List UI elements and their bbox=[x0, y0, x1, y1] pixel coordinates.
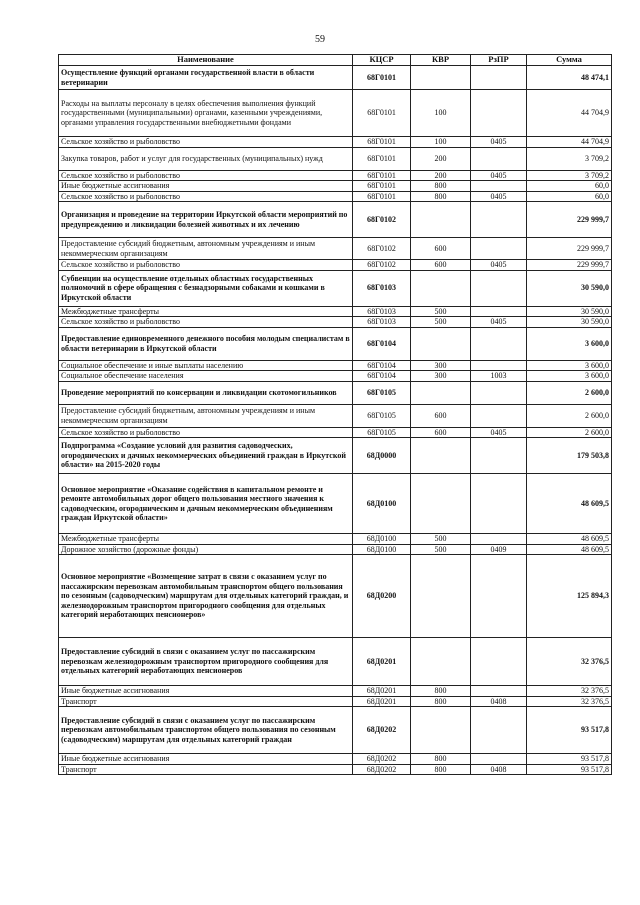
header-rzpr: РзПР bbox=[471, 55, 527, 66]
row-kcsr: 68Д0201 bbox=[353, 696, 411, 707]
table-row bbox=[59, 306, 612, 317]
table-row bbox=[59, 707, 612, 754]
row-kcsr: 68Д0202 bbox=[353, 754, 411, 765]
row-rzpr: 0408 bbox=[471, 764, 527, 775]
row-kvr: 800 bbox=[411, 696, 471, 707]
row-sum: 93 517,8 bbox=[527, 754, 612, 765]
row-name: Подпрограмма «Создание условий для развития садоводческих, огороднических и дачных некоммерческих объединений граждан в Иркутской области» на 2015-2020 годы bbox=[59, 438, 353, 474]
row-rzpr bbox=[471, 381, 527, 404]
row-sum: 229 999,7 bbox=[527, 238, 612, 260]
row-kcsr: 68Г0101 bbox=[353, 170, 411, 181]
row-sum: 32 376,5 bbox=[527, 696, 612, 707]
row-kvr bbox=[411, 381, 471, 404]
row-kvr: 800 bbox=[411, 191, 471, 202]
table-row bbox=[59, 534, 612, 545]
page-number: 59 bbox=[315, 34, 325, 45]
row-sum: 48 609,5 bbox=[527, 534, 612, 545]
table-row bbox=[59, 555, 612, 638]
row-kvr: 600 bbox=[411, 404, 471, 427]
table-row bbox=[59, 181, 612, 192]
header-kvr: КВР bbox=[411, 55, 471, 66]
row-kcsr: 68Г0101 bbox=[353, 191, 411, 202]
row-kcsr: 68Г0102 bbox=[353, 202, 411, 238]
row-kvr bbox=[411, 327, 471, 360]
row-rzpr: 0405 bbox=[471, 170, 527, 181]
row-sum: 3 600,0 bbox=[527, 371, 612, 382]
table-row bbox=[59, 260, 612, 271]
table-row bbox=[59, 191, 612, 202]
row-sum: 2 600,0 bbox=[527, 404, 612, 427]
row-sum: 48 609,5 bbox=[527, 474, 612, 534]
table-row bbox=[59, 327, 612, 360]
row-kcsr: 68Г0101 bbox=[353, 147, 411, 170]
row-kvr: 200 bbox=[411, 147, 471, 170]
row-name: Субвенции на осуществление отдельных областных государственных полномочий в сфере обращения с безнадзорными собаками и кошками в Иркутской области bbox=[59, 270, 353, 306]
row-kcsr: 68Д0202 bbox=[353, 707, 411, 754]
row-kvr: 500 bbox=[411, 306, 471, 317]
row-sum: 60,0 bbox=[527, 191, 612, 202]
budget-table bbox=[58, 54, 612, 775]
row-rzpr bbox=[471, 238, 527, 260]
table-row bbox=[59, 170, 612, 181]
table-row bbox=[59, 238, 612, 260]
row-kvr: 500 bbox=[411, 317, 471, 328]
row-rzpr bbox=[471, 181, 527, 192]
header-sum: Сумма bbox=[527, 55, 612, 66]
table-row bbox=[59, 202, 612, 238]
row-kcsr: 68Д0100 bbox=[353, 544, 411, 555]
row-sum: 32 376,5 bbox=[527, 686, 612, 697]
row-kvr bbox=[411, 474, 471, 534]
row-rzpr bbox=[471, 534, 527, 545]
row-rzpr bbox=[471, 555, 527, 638]
row-kvr: 600 bbox=[411, 260, 471, 271]
row-rzpr bbox=[471, 90, 527, 137]
row-kvr bbox=[411, 707, 471, 754]
row-kcsr: 68Г0103 bbox=[353, 306, 411, 317]
row-sum: 48 609,5 bbox=[527, 544, 612, 555]
row-name: Предоставление субсидий бюджетным, автономным учреждениям и иным некоммерческим организациям bbox=[59, 238, 353, 260]
header-kcsr: КЦСР bbox=[353, 55, 411, 66]
table-row bbox=[59, 427, 612, 438]
row-sum: 3 600,0 bbox=[527, 360, 612, 371]
row-name: Сельское хозяйство и рыболовство bbox=[59, 170, 353, 181]
row-kcsr: 68Г0103 bbox=[353, 317, 411, 328]
row-sum: 229 999,7 bbox=[527, 202, 612, 238]
row-sum: 2 600,0 bbox=[527, 427, 612, 438]
row-kvr: 300 bbox=[411, 360, 471, 371]
row-sum: 179 503,8 bbox=[527, 438, 612, 474]
row-sum: 3 709,2 bbox=[527, 147, 612, 170]
row-name: Транспорт bbox=[59, 764, 353, 775]
table-row bbox=[59, 474, 612, 534]
row-name: Межбюджетные трансферты bbox=[59, 306, 353, 317]
table-row bbox=[59, 137, 612, 148]
row-kvr: 800 bbox=[411, 764, 471, 775]
row-sum: 3 709,2 bbox=[527, 170, 612, 181]
row-kcsr: 68Г0104 bbox=[353, 327, 411, 360]
row-kcsr: 68Д0202 bbox=[353, 764, 411, 775]
row-name: Дорожное хозяйство (дорожные фонды) bbox=[59, 544, 353, 555]
row-rzpr bbox=[471, 327, 527, 360]
row-name: Иные бюджетные ассигнования bbox=[59, 686, 353, 697]
row-name: Сельское хозяйство и рыболовство bbox=[59, 260, 353, 271]
row-rzpr: 0405 bbox=[471, 260, 527, 271]
row-kvr: 500 bbox=[411, 534, 471, 545]
row-rzpr bbox=[471, 638, 527, 686]
row-kvr bbox=[411, 202, 471, 238]
table-row bbox=[59, 696, 612, 707]
row-kcsr: 68Г0102 bbox=[353, 238, 411, 260]
table-header bbox=[59, 55, 612, 66]
row-kcsr: 68Г0104 bbox=[353, 371, 411, 382]
row-name: Сельское хозяйство и рыболовство bbox=[59, 137, 353, 148]
row-name: Социальное обеспечение и иные выплаты населению bbox=[59, 360, 353, 371]
row-kvr bbox=[411, 555, 471, 638]
row-kvr: 800 bbox=[411, 181, 471, 192]
row-rzpr bbox=[471, 438, 527, 474]
row-rzpr bbox=[471, 306, 527, 317]
row-kvr bbox=[411, 638, 471, 686]
row-rzpr: 0408 bbox=[471, 696, 527, 707]
row-name: Иные бюджетные ассигнования bbox=[59, 754, 353, 765]
row-rzpr: 0405 bbox=[471, 317, 527, 328]
row-rzpr bbox=[471, 686, 527, 697]
header-row bbox=[59, 55, 612, 66]
row-kcsr: 68Д0201 bbox=[353, 638, 411, 686]
table-row bbox=[59, 764, 612, 775]
row-rzpr: 0405 bbox=[471, 191, 527, 202]
row-name: Межбюджетные трансферты bbox=[59, 534, 353, 545]
row-kvr: 100 bbox=[411, 137, 471, 148]
row-kvr: 600 bbox=[411, 238, 471, 260]
row-rzpr bbox=[471, 66, 527, 90]
table-row bbox=[59, 360, 612, 371]
table-row bbox=[59, 686, 612, 697]
row-kcsr: 68Д0100 bbox=[353, 474, 411, 534]
table-row bbox=[59, 66, 612, 90]
row-name: Основное мероприятие «Оказание содействия в капитальном ремонте и ремонте автомобильных дорог общего пользования местного значения к садоводческим, огородническим и дачным некоммерческим объединениям граждан Иркутской области» bbox=[59, 474, 353, 534]
row-sum: 44 704,9 bbox=[527, 90, 612, 137]
row-kcsr: 68Д0100 bbox=[353, 534, 411, 545]
table-row bbox=[59, 404, 612, 427]
row-name: Сельское хозяйство и рыболовство bbox=[59, 191, 353, 202]
row-rzpr bbox=[471, 270, 527, 306]
row-name: Предоставление субсидий бюджетным, автономным учреждениям и иным некоммерческим организациям bbox=[59, 404, 353, 427]
row-kcsr: 68Д0201 bbox=[353, 686, 411, 697]
row-name: Проведение мероприятий по консервации и ликвидации скотомогильников bbox=[59, 381, 353, 404]
table-row bbox=[59, 270, 612, 306]
row-sum: 229 999,7 bbox=[527, 260, 612, 271]
row-sum: 44 704,9 bbox=[527, 137, 612, 148]
row-kvr: 200 bbox=[411, 170, 471, 181]
row-kcsr: 68Г0105 bbox=[353, 404, 411, 427]
row-rzpr bbox=[471, 474, 527, 534]
row-kcsr: 68Д0200 bbox=[353, 555, 411, 638]
table-body bbox=[59, 66, 612, 775]
row-kvr: 500 bbox=[411, 544, 471, 555]
row-rzpr bbox=[471, 360, 527, 371]
row-sum: 30 590,0 bbox=[527, 306, 612, 317]
row-kcsr: 68Г0102 bbox=[353, 260, 411, 271]
table-row bbox=[59, 371, 612, 382]
table-row bbox=[59, 638, 612, 686]
table-row bbox=[59, 754, 612, 765]
row-sum: 32 376,5 bbox=[527, 638, 612, 686]
row-kcsr: 68Г0101 bbox=[353, 66, 411, 90]
table-row bbox=[59, 438, 612, 474]
row-name: Иные бюджетные ассигнования bbox=[59, 181, 353, 192]
row-sum: 3 600,0 bbox=[527, 327, 612, 360]
row-kcsr: 68Г0105 bbox=[353, 381, 411, 404]
row-sum: 48 474,1 bbox=[527, 66, 612, 90]
row-kvr: 600 bbox=[411, 427, 471, 438]
header-name: Наименование bbox=[59, 55, 353, 66]
row-sum: 93 517,8 bbox=[527, 707, 612, 754]
row-kvr bbox=[411, 66, 471, 90]
row-kvr bbox=[411, 438, 471, 474]
row-sum: 30 590,0 bbox=[527, 270, 612, 306]
row-rzpr: 0409 bbox=[471, 544, 527, 555]
row-rzpr: 1003 bbox=[471, 371, 527, 382]
row-name: Основное мероприятие «Возмещение затрат в связи с оказанием услуг по пассажирским перевозкам автомобильным транспортом общего пользования по сезонным (садоводческим) маршрутам для отдельных категорий граждан, и железнодорожным транспортом пригородного сообщения для отдельных категорий неработающих пенсионеров» bbox=[59, 555, 353, 638]
row-kvr: 300 bbox=[411, 371, 471, 382]
row-sum: 60,0 bbox=[527, 181, 612, 192]
row-name: Сельское хозяйство и рыболовство bbox=[59, 317, 353, 328]
row-kvr bbox=[411, 270, 471, 306]
table-row bbox=[59, 381, 612, 404]
row-rzpr bbox=[471, 707, 527, 754]
row-name: Социальное обеспечение населения bbox=[59, 371, 353, 382]
table-row bbox=[59, 147, 612, 170]
row-rzpr: 0405 bbox=[471, 137, 527, 148]
row-name: Осуществление функций органами государственной власти в области ветеринарии bbox=[59, 66, 353, 90]
row-name: Транспорт bbox=[59, 696, 353, 707]
row-kcsr: 68Г0101 bbox=[353, 90, 411, 137]
row-kcsr: 68Г0101 bbox=[353, 181, 411, 192]
row-name: Сельское хозяйство и рыболовство bbox=[59, 427, 353, 438]
row-rzpr: 0405 bbox=[471, 427, 527, 438]
row-sum: 93 517,8 bbox=[527, 764, 612, 775]
row-kvr: 800 bbox=[411, 686, 471, 697]
row-kcsr: 68Г0104 bbox=[353, 360, 411, 371]
row-rzpr bbox=[471, 404, 527, 427]
row-kcsr: 68Г0101 bbox=[353, 137, 411, 148]
row-sum: 2 600,0 bbox=[527, 381, 612, 404]
row-rzpr bbox=[471, 202, 527, 238]
row-name: Закупка товаров, работ и услуг для государственных (муниципальных) нужд bbox=[59, 147, 353, 170]
row-name: Расходы на выплаты персоналу в целях обеспечения выполнения функций государственными (муниципальными) органами, казенными учреждениями, органами управления государственными внебюджетными фондами bbox=[59, 90, 353, 137]
row-kvr: 800 bbox=[411, 754, 471, 765]
row-rzpr bbox=[471, 754, 527, 765]
row-rzpr bbox=[471, 147, 527, 170]
row-name: Предоставление субсидий в связи с оказанием услуг по пассажирским перевозкам автомобильным транспортом общего пользования по сезонным (садоводческим) маршрутам для отдельных категорий граждан bbox=[59, 707, 353, 754]
row-name: Предоставление субсидий в связи с оказанием услуг по пассажирским перевозкам железнодорожным транспортом пригородного сообщения для отдельных категорий неработающих пенсионеров bbox=[59, 638, 353, 686]
row-sum: 30 590,0 bbox=[527, 317, 612, 328]
table-row bbox=[59, 90, 612, 137]
table-row bbox=[59, 544, 612, 555]
table-row bbox=[59, 317, 612, 328]
row-kcsr: 68Г0103 bbox=[353, 270, 411, 306]
row-kcsr: 68Д0000 bbox=[353, 438, 411, 474]
row-kvr: 100 bbox=[411, 90, 471, 137]
row-name: Предоставление единовременного денежного пособия молодым специалистам в области ветеринарии в Иркутской области bbox=[59, 327, 353, 360]
row-kcsr: 68Г0105 bbox=[353, 427, 411, 438]
row-sum: 125 894,3 bbox=[527, 555, 612, 638]
row-name: Организация и проведение на территории Иркутской области мероприятий по предупреждению и ликвидации болезней животных и их лечению bbox=[59, 202, 353, 238]
